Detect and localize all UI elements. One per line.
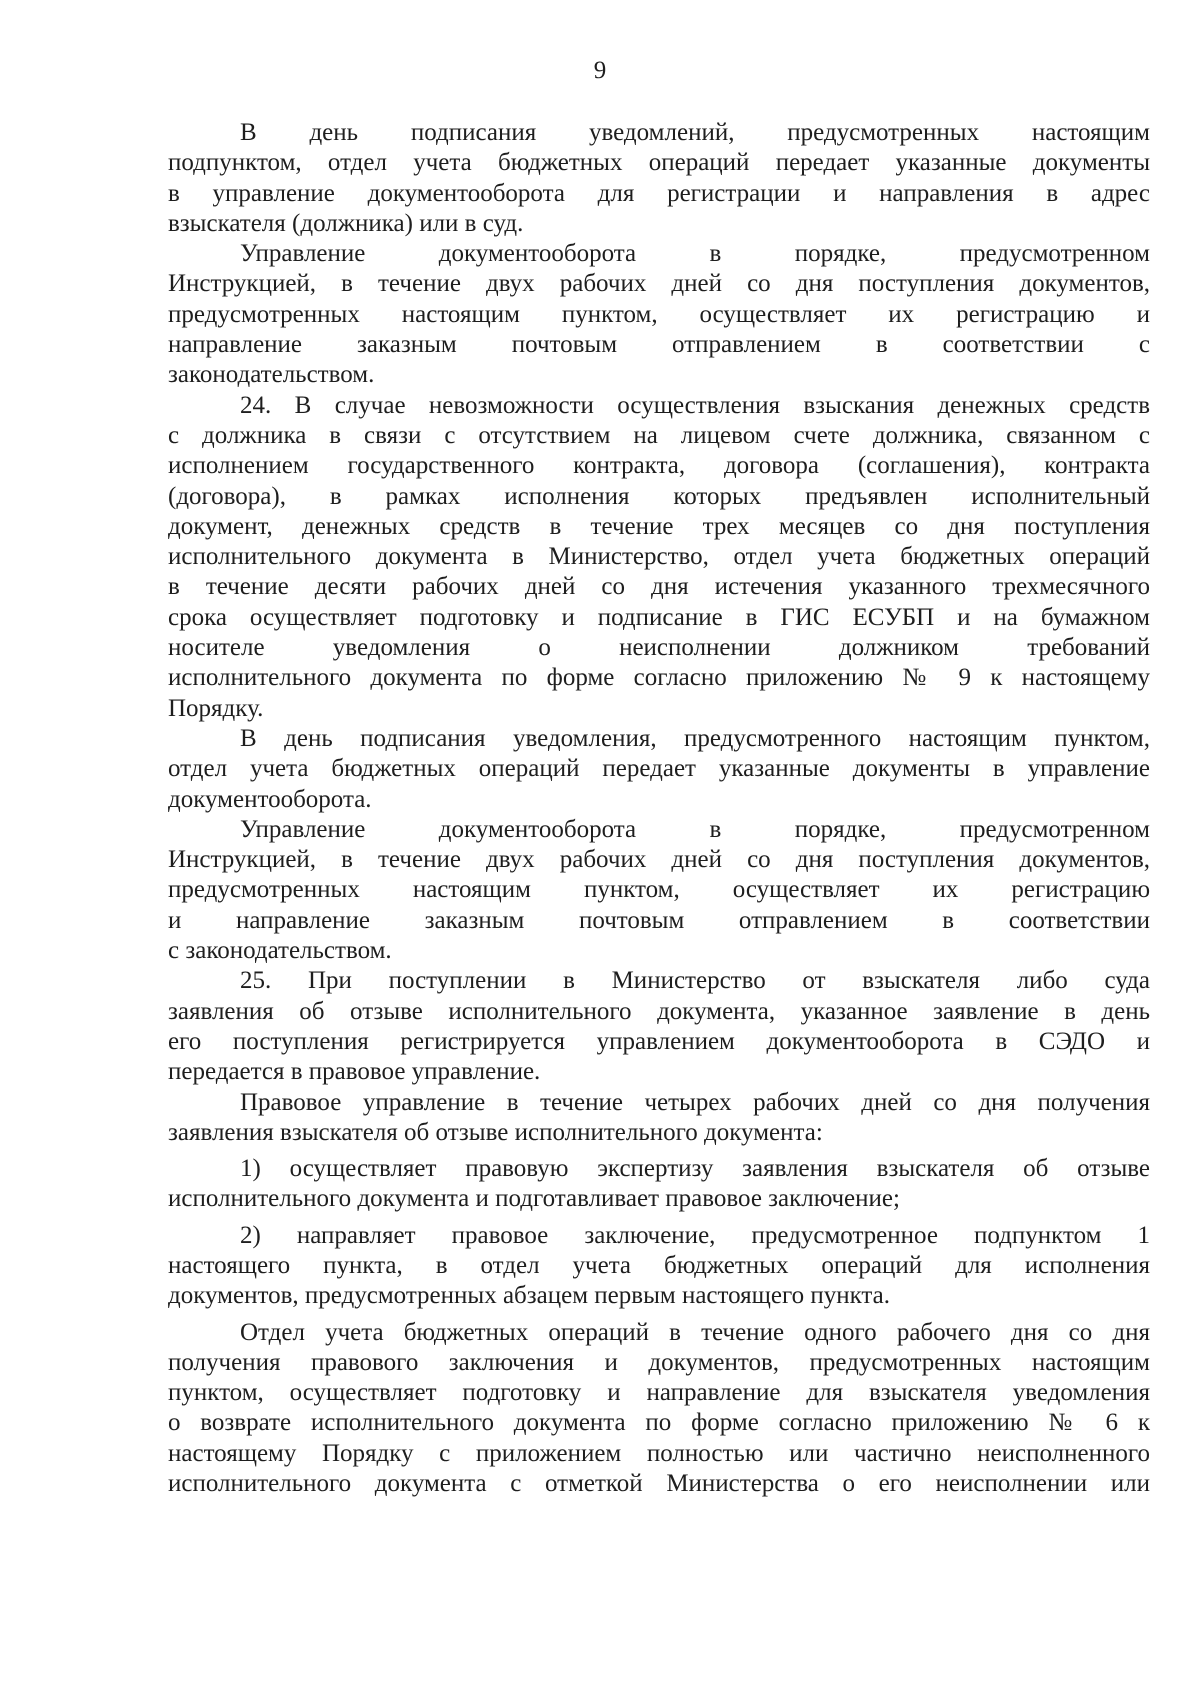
text-line: настоящему Порядку с приложением полностью или частично неисполненного (168, 1439, 1150, 1467)
text-line: о возврате исполнительного документа по форме согласно приложению № 6 к (168, 1409, 1150, 1437)
text-line: Инструкцией, в течение двух рабочих дней со дня поступления документов, (168, 846, 1150, 874)
text-line: срока осуществляет подготовку и подписание в ГИС ЕСУБП и на бумажном (168, 603, 1150, 631)
text-line: его поступления регистрируется управлением документооборота в СЭДО и (168, 1027, 1150, 1055)
text-line: документов, предусмотренных абзацем первым настоящего пункта. (168, 1282, 891, 1310)
text-line: подпунктом, отдел учета бюджетных операций передает указанные документы (168, 149, 1150, 177)
text-line: носителе уведомления о неисполнении должником требований (168, 634, 1150, 662)
paragraph (168, 724, 1150, 815)
text-line: В день подписания уведомления, предусмотренного настоящим пунктом, (240, 724, 1150, 752)
text-line: 24. В случае невозможности осуществления взыскания денежных средств (240, 391, 1150, 419)
text-line: исполнительного документа с отметкой Министерства о его неисполнении или (168, 1470, 1150, 1498)
paragraph (168, 118, 1150, 239)
text-line: получения правового заключения и документов, предусмотренных настоящим (168, 1348, 1150, 1376)
text-line: документооборота. (168, 785, 372, 813)
document-body (168, 118, 1150, 1499)
text-line: Управление документооборота в порядке, предусмотренном (240, 815, 1150, 843)
text-line: законодательством. (168, 361, 375, 389)
text-line: заявления об отзыве исполнительного документа, указанное заявление в день (168, 997, 1150, 1025)
text-line: исполнением государственного контракта, договора (соглашения), контракта (168, 452, 1150, 480)
text-line: пунктом, осуществляет подготовку и направление для взыскателя уведомления (168, 1379, 1150, 1407)
text-line: предусмотренных настоящим пунктом, осуществляет их регистрацию и (168, 300, 1150, 328)
text-line: настоящего пункта, в отдел учета бюджетных операций для исполнения (168, 1251, 1150, 1279)
paragraph (168, 815, 1150, 966)
paragraph (168, 1221, 1150, 1312)
paragraph (168, 1154, 1150, 1215)
text-line: взыскателя (должника) или в суд. (168, 209, 524, 237)
text-line: передается в правовое управление. (168, 1058, 541, 1086)
text-line: исполнительного документа и подготавливает правовое заключение; (168, 1185, 900, 1213)
text-line: в управление документооборота для регистрации и направления в адрес (168, 179, 1150, 207)
text-line: направление заказным почтовым отправлением в соответствии с (168, 331, 1150, 359)
paragraph (168, 966, 1150, 1087)
text-line: Управление документооборота в порядке, предусмотренном (240, 240, 1150, 268)
text-line: с должника в связи с отсутствием на лицевом счете должника, связанном с (168, 421, 1150, 449)
text-line: Правовое управление в течение четырех рабочих дней со дня получения (240, 1088, 1150, 1116)
text-line: предусмотренных настоящим пунктом, осуществляет их регистрацию (168, 876, 1150, 904)
text-line: исполнительного документа в Министерство, отдел учета бюджетных операций (168, 543, 1150, 571)
paragraph (168, 1088, 1150, 1149)
text-line: и направление заказным почтовым отправлением в соответствии (168, 906, 1150, 934)
text-line: 1) осуществляет правовую экспертизу заявления взыскателя об отзыве (240, 1155, 1150, 1183)
paragraph (168, 239, 1150, 390)
text-line: Отдел учета бюджетных операций в течение одного рабочего дня со дня (240, 1318, 1150, 1346)
text-line: Порядку. (168, 694, 264, 722)
text-line: Инструкцией, в течение двух рабочих дней со дня поступления документов, (168, 270, 1150, 298)
text-line: 25. При поступлении в Министерство от взыскателя либо суда (240, 967, 1150, 995)
text-line: 2) направляет правовое заключение, предусмотренное подпунктом 1 (240, 1221, 1150, 1249)
text-line: исполнительного документа по форме согласно приложению № 9 к настоящему (168, 664, 1150, 692)
text-line: отдел учета бюджетных операций передает указанные документы в управление (168, 755, 1150, 783)
text-line: В день подписания уведомлений, предусмотренных настоящим (240, 119, 1150, 146)
text-line: с законодательством. (168, 937, 392, 965)
page-number: 9 (593, 57, 607, 84)
text-line: в течение десяти рабочих дней со дня истечения указанного трехмесячного (168, 573, 1150, 601)
text-line: заявления взыскателя об отзыве исполнительного документа: (168, 1118, 823, 1146)
text-line: документ, денежных средств в течение трех месяцев со дня поступления (168, 512, 1150, 540)
paragraph (168, 1318, 1150, 1500)
paragraph (168, 391, 1150, 724)
text-line: (договора), в рамках исполнения которых предъявлен исполнительный (168, 482, 1150, 510)
